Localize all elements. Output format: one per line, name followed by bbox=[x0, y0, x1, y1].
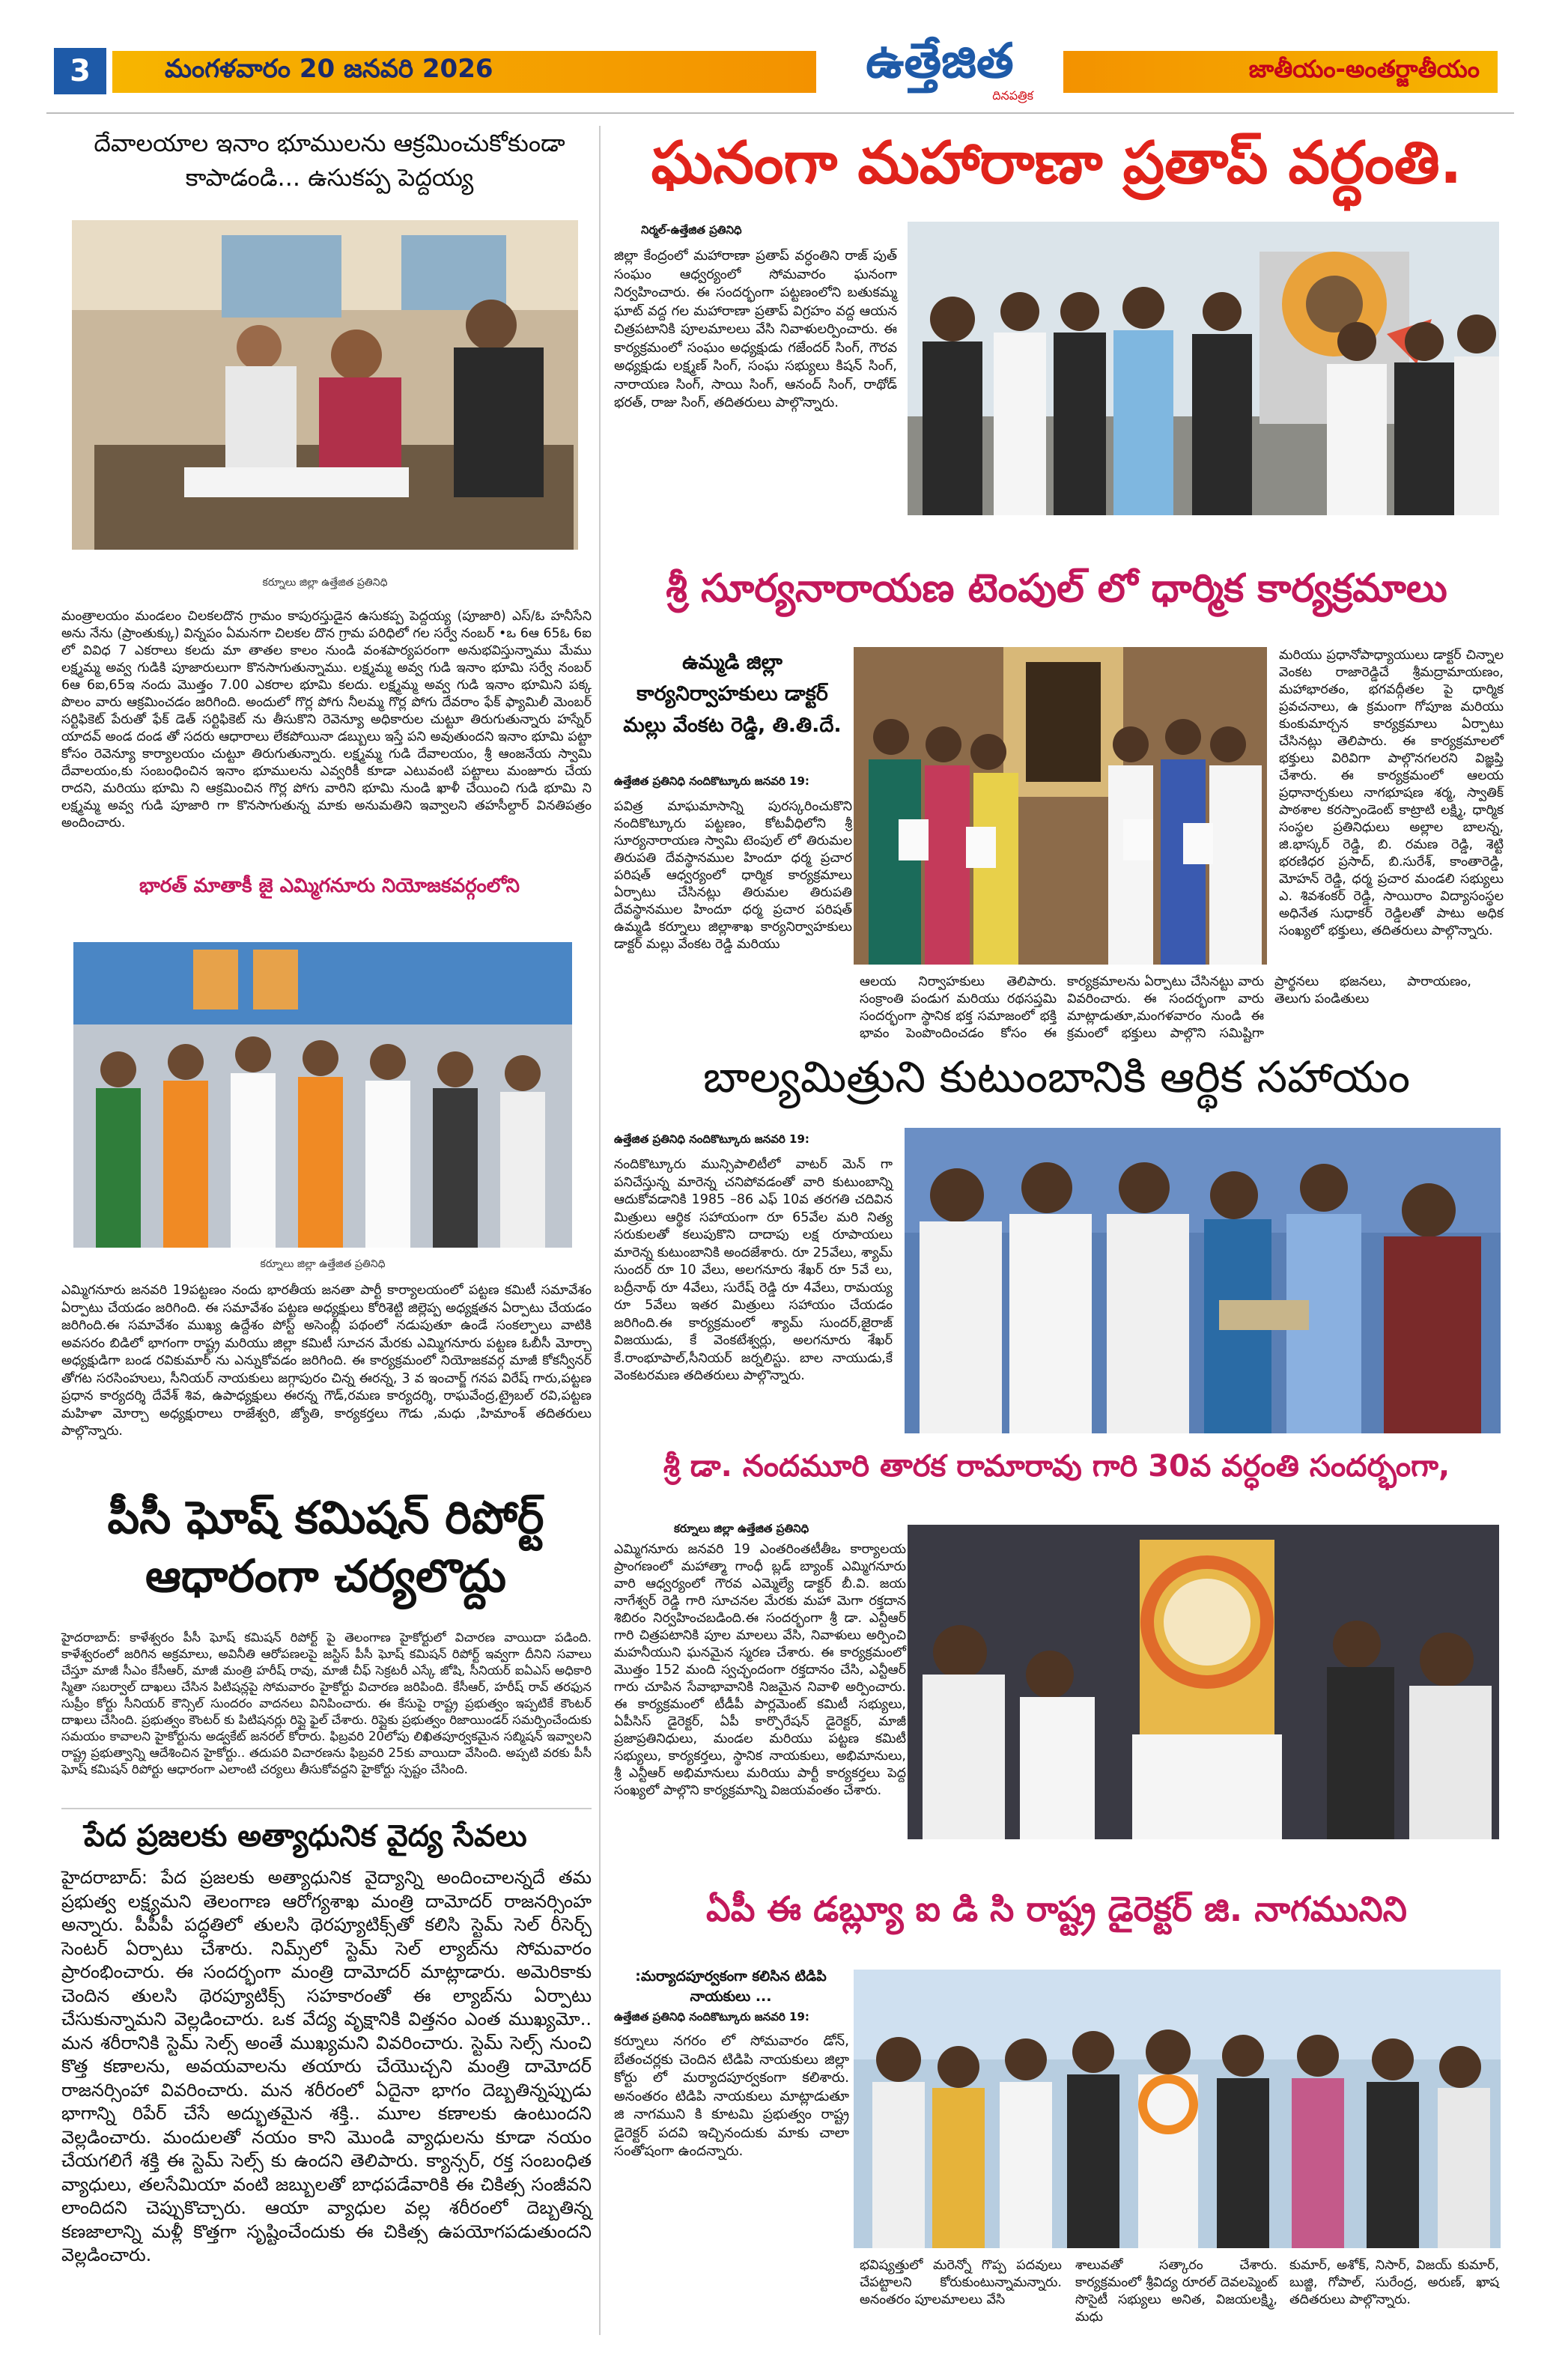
article8-headline: పేద ప్రజలకు అత్యాధునిక వైద్య సేవలు bbox=[84, 1819, 527, 1854]
article5-headline: బాల్యమిత్రుని కుటుంబానికి ఆర్థిక సహాయం bbox=[703, 1051, 1410, 1102]
article1-headline: దేవాలయాల ఇనాం భూములను ఆక్రమించుకోకుండా కాపాడండి... ఉసుకప్ప పెద్దయ్య bbox=[94, 129, 565, 192]
article4-body: ఎమ్మిగనూరు జనవరి 19పట్టణం నందు భారతీయ జనతా పార్టీ కార్యాలయంలో పట్టణ కమిటీ సమావేశం ఏర్పాటు చేయడం జరిగింది. ఈ సమావేశం పట్టణ అధ్యక్షులు కోరిశెట్టి జిల్లెప్ప అధ్యక్షతన ఏర్పాటు చేయడం జరిగింది.ఈ సమావేశం ముఖ్య ఉద్దేశం పోస్ట్ అసెంబ్లీ పథంలో నడుపుతూ ఉండే సంకల్పాలు వాటికి అవసరం బిడిలో భాగంగా రాష్ట్ర మరియు జిల్లా కమిటీ సూచన మేరకు ఎమ్మిగనూరు పట్టణ ఓబీసీ మోర్చా అధ్యక్షుడిగా బండ రవికుమార్ ను ఎన్నుకోవడం జరిగింది. ఈ కార్యక్రమంలో నియోజకవర్గ మాజీ కోకన్వీనర్ తోగట సరసింహులు, సీనియర్ నాయకులు జగ్గాపురం చిన్న ఈరన్న, 3 వ ఇంచార్జ్ గనప విరేష్ గారు,పట్టణ ప్రధాన కార్యదర్శి దేవేశ్ శివ, ఉపాధ్యక్షులు ఈరన్న గౌడ్,రమణ కార్యదర్శి, రాఘవేంద్ర,ట్రైబల్ రవి,పట్టణ మహిళా మోర్చా అధ్యక్షురాలు రాజేశ్వరి, జ్యోతి, కార్యకర్తలు గౌడు ,మధు ,హిమాంశ్ తదితరులు పాల్గొన్నారు. bbox=[61, 1283, 592, 1439]
article4-photo bbox=[73, 942, 572, 1248]
article3-headline: శ్రీ సూర్యనారాయణ టెంపుల్ లో ధార్మిక కార్యక్రమాలు bbox=[666, 566, 1447, 611]
article6-headline: శ్రీ డా. నందమూరి తారక రామారావు గారి 30వ వర్ధంతి సందర్భంగా, bbox=[663, 1449, 1450, 1484]
article5-byline: ఉత్తేజిత ప్రతినిధి నందికొట్కూరు జనవరి 19: bbox=[614, 1132, 809, 1146]
article9-headline: ఏపీ ఈ డబ్ల్యూ ఐ డి సి రాష్ట్ర డైరెక్టర్ జి. నాగమునిని bbox=[706, 1889, 1407, 1929]
article3-body-left: పవిత్ర మాఘమాసాన్ని పురస్కరించుకొని నందికొట్కూరు పట్టణం, కోటవీధిలోని శ్రీ సూర్యనారాయణ స్వామి టెంపుల్ లో తిరుమల తిరుపతి దేవస్థానముల హిందూ ధర్మ ప్రచార పరిషత్ ఆధ్వర్యంలో ధార్మిక కార్యక్రమాలు ఏర్పాటు చేసినట్లు తిరుమల తిరుపతి దేవస్థానముల హిందూ ధర్మ ప్రచార పరిషత్ ఉమ్మడి కర్నూలు జిల్లాశాఖ కార్యనిర్వాహకులు డాక్టర్ మల్లు వేంకట రెడ్డి మరియు bbox=[614, 799, 852, 952]
article4-caption: కర్నూలు జిల్లా ఉత్తేజిత ప్రతినిధి bbox=[260, 1258, 386, 1270]
article3-subhead: ఉమ్మడి జిల్లా కార్యనిర్వాహకులు డాక్టర్ మల్లు వేంకట రెడ్డి, తి.తి.దే. bbox=[623, 651, 842, 737]
column-divider bbox=[599, 126, 601, 2335]
article1-byline: కర్నూలు జిల్లా ఉత్తేజిత ప్రతినిధి bbox=[262, 577, 388, 589]
article3-body-right: మరియు ప్రధానోపాధ్యాయులు డాక్టర్ చిన్నాల వెంకట రాజారెడ్డిచే శ్రీమద్రామాయణం, మహాభారతం, భగవద్గీతల పై ధార్మిక ప్రవచనాలు, ఉ క్రమంగా గోపూజ మరియు కుంకుమార్చన కార్యక్రమాలు ఏర్పాటు చేసినట్లు తెలిపారు. ఈ కార్యక్రమాలలో భక్తులు విరివిగా పాల్గొనగలరని విజ్ఞప్తి చేశారు. ఈ కార్యక్రమంలో ఆలయ ప్రధానార్చకులు నాగభూషణ శర్మ, స్వాతిక్ పాఠశాల కరస్పాండెంట్ కాట్రాటి లక్ష్మి, ధార్మిక సంస్థల ప్రతినిధులు అల్లాల బాలన్న, జి.భాస్కర్ రెడ్డి, బి. రమణ రెడ్డి, శెట్టి భరణిధర ప్రసాద్, బి.సురేశ్, కాంతారెడ్డి, మోహన్ రెడ్డి, ధర్మ ప్రచార మండలి సభ్యులు ఎ. శివశంకర్ రెడ్డి, సాయిరాం విద్యాసంస్థల అధినేత సుధాకర్ రెడ్డిలతో పాటు అధిక సంఖ్యలో భక్తులు, తదితరులు పాల్గొన్నారు. bbox=[1279, 648, 1504, 938]
article2-byline: నిర్మల్-ఉత్తేజిత ప్రతినిధి bbox=[641, 223, 742, 237]
article6-byline: కర్నూలు జిల్లా ఉత్తేజిత ప్రతినిధి bbox=[674, 1522, 809, 1535]
issue-date: మంగళవారం 20 జనవరి 2026 bbox=[165, 54, 493, 84]
article9-photo bbox=[854, 1970, 1501, 2248]
article7-body: హైదరాబాద్: కాళేశ్వరం పీసీ ఘోష్ కమిషన్ రిపోర్ట్ పై తెలంగాణ హైకోర్టులో విచారణ వాయిదా పడింది. కాళేశ్వరంలో జరిగిన అక్రమాలు, అవినీతి ఆరోపణలపై జస్టిస్ పీసీ ఘోష్ కమిషన్ రిపోర్ట్ ఇవ్వగా దీనిని సవాలు చేస్తూ మాజీ సీఎం కేసీఆర్, మాజీ మంత్రి హరీష్ రావు, మాజీ చీఫ్ సెక్రటరీ ఎస్కే జోషి, సీనియర్ ఐఏఎస్ అధికారి స్మితా సబర్వాల్ దాఖలు చేసిన పిటిషన్లపై సోమవారం హైకోర్టు విచారణ జరిపింది. కేసీఆర్, హరీష్ రావ్ తరఫున సుప్రీం కోర్టు సీనియర్ కౌన్సిల్ సుందరం వాదనలు వినిపించారు. ఈ కేసుపై రాష్ట్ర ప్రభుత్వం ఇప్పటికే కౌంటర్ దాఖలు చేసింది. ప్రభుత్వం కౌంటర్ కు పిటిషనర్లు రిప్లై ఫైల్ చేశారు. రిప్లైకు ప్రభుత్వం రిజాయిండర్ సమర్పించేందుకు సమయం కావాలని హైకోర్టును అడ్వకేట్ జనరల్ కోరారు. ఫిబ్రవరి 20లోపు లిఖితపూర్వకమైన సబ్మిషన్ ఇవ్వాలని రాష్ట్ర ప్రభుత్వాన్ని ఆదేశించిన హైకోర్టు.. తదుపరి విచారణను ఫిబ్రవరి 25కు వాయిదా వేసింది. అప్పటి వరకు పీసీ ఘోష్ కమిషన్ రిపోర్టు ఆధారంగా ఎలాంటి చర్యలు తీసుకోవద్దని హైకోర్టు స్పష్టం చేసింది. bbox=[61, 1630, 592, 1776]
article9-byline: ఉత్తేజిత ప్రతినిధి నందికొట్కూరు జనవరి 19: bbox=[614, 2010, 809, 2024]
article6-photo bbox=[908, 1525, 1499, 1839]
article9-body-c3: కుమార్, అశోక్, నిసార్, విజయ్ కుమార్, బుజ్జి, గోపాల్, సురేంద్ర, అరుణ్, ఖాష తదితరులు పాల్గొన్నారు. bbox=[1289, 2258, 1499, 2307]
article5-body: నందికొట్కూరు మున్సిపాలిటీలో వాటర్ మెన్ గా పనిచేస్తున్న మారెన్న చనిపోవడంతో వారి కుటుంబాన్ని ఆదుకోవడానికి 1985 –86 ఎఫ్ 10వ తరగతి చదివిన మిత్రులు ఆర్థిక సహాయంగా రూ 65వేల మరి నిత్య సరుకులతో కలుపుకొని దాదాపు లక్ష రూపాయలు మారెన్న కుటుంబానికి అందజేశారు. రూ 25వేలు, శ్యామ్ సుందర్ రూ 10 వేలు, అలగనూరు శేఖర్ రూ 5వే లు, బద్రీనాథ్ రూ 4వేలు, సురేష్ రెడ్డి రూ 4వేలు, రామయ్య రూ 5వేలు ఇతర మిత్రులు సహాయం చేయడం జరిగింది.ఈ కార్యక్రమంలో శ్యామ్ సుందర్,జైరాజ్ విజయుడు, కే వెంకటేశ్వర్లు, అలగనూరు శేఖర్ కే.రాంభూపాల్,సీనియర్ జర్నలిస్టు. బాల నాయుడు,కే వెంకటరమణ తదితరులు పాల్గొన్నారు. bbox=[614, 1157, 893, 1383]
article7-headline: పీసీ ఘోష్ కమిషన్ రిపోర్ట్ ఆధారంగా చర్యలొద్దు bbox=[107, 1492, 544, 1603]
article8-body: హైదరాబాద్: పేద ప్రజలకు అత్యాధునిక వైద్యాన్ని అందించాలన్నదే తమ ప్రభుత్వ లక్ష్యమని తెలంగాణ ఆరోగ్యశాఖ మంత్రి దామోదర్ రాజనర్సింహ అన్నారు. పీపీపీ పద్ధతిలో తులసి థెరప్యూటిక్స్‌తో కలిసి స్టెమ్ సెల్ రీసెర్చ్ సెంటర్ ఏర్పాటు చేశారు. నిమ్స్‌లో స్టెమ్ సెల్ ల్యాబ్‌ను సోమవారం ప్రారంభించారు. ఈ సందర్భంగా మంత్రి దామోదర్ మాట్లాడారు. అమెరికాకు చెందిన తులసి థెరప్యూటిక్స్ సహకారంతో ఈ ల్యాబ్‌ను ఏర్పాటు చేసుకున్నామని వెల్లడించారు. ఒక వేద్య వృక్షానికి విత్తనం ఎంత ముఖ్యమో.. మన శరీరానికి స్టెమ్ సెల్స్ అంతే ముఖ్యమని వివరించారు. స్టెమ్ సెల్స్ నుంచి కొత్త కణాలను, అవయవాలను తయారు చేయొచ్చని మంత్రి దామోదర్ రాజనర్సింహా వివరించారు. మన శరీరంలో ఏదైనా భాగం దెబ్బతిన్నప్పుడు భాగాన్ని రిపేర్ చేసే అద్భుతమైన శక్తి.. మూల కణాలకు ఉంటుందని వెల్లడించారు. మందులతో నయం కాని మొండి వ్యాధులను కూడా నయం చేయగలిగే శక్తి ఈ స్టెమ్ సెల్స్ కు ఉందని తెలిపారు. క్యాన్సర్, రక్త సంబంధిత వ్యాధులు, తలసేమియా వంటి జబ్బులతో బాధపడేవారికి ఈ చికిత్స సంజీవని లాందిదని చెప్పుకొచ్చారు. ఆయా వ్యాధుల వల్ల శరీరంలో దెబ్బతిన్న కణజాలాన్ని మళ్లీ కొత్తగా సృష్టించేందుకు ఈ చికిత్స ఉపయోగపడుతుందని వెల్లడించారు. bbox=[61, 1867, 592, 2265]
article4-headline: భారత్ మాతాకీ జై ఎమ్మిగనూరు నియోజకవర్గంలోని bbox=[139, 875, 520, 897]
article1-photo bbox=[72, 220, 578, 550]
article3-byline: ఉత్తేజిత ప్రతినిధి నందికొట్కూరు జనవరి 19: bbox=[614, 774, 809, 788]
divider bbox=[61, 1808, 592, 1809]
logo-sub: దినపత్రిక bbox=[992, 88, 1033, 103]
article6-body: ఎమ్మిగనూరు జనవరి 19 ఎంతరింతటీతీఒ కార్యాలయ ప్రాంగణంలో మహాత్మా గాంధీ బ్లడ్ బ్యాంక్ ఎమ్మిగనూరు వారి ఆధ్వర్యంలో గౌరవ ఎమ్మెల్యే డాక్టర్ బీ.వి. జయ నాగేశ్వర్ రెడ్డి గారి సూచనల మేరకు మహా మెగా రక్తదాన శిబిరం నిర్వహించబడింది.ఈ సందర్భంగా శ్రీ డా. ఎన్టీఆర్ గారి చిత్రపటానికి పూల మాలలు వేసి, నివాళులు అర్పించి మహనీయుని ఘనమైన స్మరణ చేశారు. ఈ కార్యక్రమంలో మొత్తం 152 మంది స్వచ్ఛందంగా రక్తదానం చేసి, ఎన్టీఆర్ గారు చూపిన సేవాభావానికి నిజమైన నివాళి అర్పించారు. ఈ కార్యక్రమంలో టీడీపీ పార్లమెంట్ కమిటీ సభ్యులు, ఏపీసిస్ డైరెక్టర్, ఏపీ కార్పొరేషన్ డైరెక్టర్, మాజీ ప్రజాప్రతినిధులు, మండల మరియు పట్టణ కమిటీ సభ్యులు, కార్యకర్తలు, స్థానిక నాయకులు, అభిమానులు, శ్రీ ఎన్టీఆర్ అభిమానులు మరియు పార్టీ కార్యకర్తలు పెద్ద సంఖ్యలో పాల్గొని కార్యక్రమాన్ని విజయవంతం చేశారు. bbox=[614, 1542, 906, 1798]
article3-photo bbox=[854, 647, 1267, 965]
article3-body-mid: ఆలయ నిర్వాహకులు తెలిపారు. సంక్రాంతి పండుగ మరియు రథసప్తమి సందర్భంగా స్థానిక భక్త సమాజంలో భక్తి భావం పెంపొందించడం కోసం ఈ కార్యక్రమాలను ఏర్పాటు చేసినట్టు వారు వివరించారు. ఈ సందర్భంగా వారు మాట్లాడుతూ,మంగళవారం నుండి ఈ క్రమంలో భక్తులు పాల్గొని సమిష్టిగా ప్రార్థనలు భజనలు, పారాయణం, తెలుగు పండితులు bbox=[860, 974, 1471, 1041]
article5-photo bbox=[905, 1128, 1501, 1433]
article9-body-left: కర్నూలు నగరం లో సోమవారం డోన్, బేతంచర్లకు చెందిన టిడిపి నాయకులు జిల్లా కోర్టు లో మర్యాదపూర్వకంగా కలిశారు. అనంతరం టిడిపి నాయకులు మాట్లాడుతూ జి నాగముని కి కూటమి ప్రభుత్వం రాష్ట్ర డైరెక్టర్ పదవి ఇచ్చినందుకు మాకు చాలా సంతోషంగా ఉందన్నారు. bbox=[614, 2033, 849, 2159]
section-name: జాతీయం-అంతర్జాతీయం bbox=[1248, 55, 1480, 83]
section-banner bbox=[1063, 51, 1498, 93]
date-banner bbox=[112, 51, 816, 93]
article9-subhead: :మర్యాదపూర్వకంగా కలిసిన టిడిపి నాయకులు ... bbox=[635, 1968, 827, 2005]
article9-body-c2: శాలువతో సత్కారం చేశారు. కార్యక్రమంలో శ్రీవిద్య రూరల్ దెవలప్మెంట్ సొసైటీ సభ్యులు అనిత, విజయలక్ష్మి, మధు bbox=[1075, 2258, 1277, 2325]
masthead-logo bbox=[839, 36, 1041, 103]
logo-name: ఉత్తేజిత bbox=[866, 34, 1014, 89]
page-number: 3 bbox=[54, 48, 106, 94]
header-rule bbox=[46, 112, 1514, 114]
article2-headline: ఘనంగా మహారాణా ప్రతాప్ వర్ధంతి. bbox=[651, 130, 1462, 197]
article1-body: మంత్రాలయం మండలం చిలకలదొన గ్రామం కాపురస్తుడైన ఉసుకప్ప పెద్దయ్య (పూజారి) ఎస్/ఓ హనీసేని అను నేను (ప్రాంతుక్కు) విన్నపం ఏమనగా చిలకల దొన గ్రామ పరిధిలో గల సర్వే నంబర్ •ఒ 6ఆ 65ఓ 6ఐ లో వివిధ 7 ఎకరాలు కలదు మా తాతల కాలం నుండి వంశపార్యపరంగా అనుభవిస్తున్నాము మేము లక్ష్మమ్మ అవ్వ గుడికి పూజారులుగా కొనసాగుతున్నాము. లక్ష్మమ్మ అవ్వ గుడి ఇనాం భూమి సర్వే నంబర్ 6ఆ 6ఐ,65ఇ నందు మొత్తం 7.00 ఎకరాల భూమి కలదు. లక్ష్మమ్మ అవ్వ గుడి ఇనాం భూమిని పక్క పొలం వారు ఆక్రమించడం జరిగింది. అందులో గొర్ల పోగు నీలమ్మ గొర్ల పోగు దేవరాం ఫేక్ ఫ్యామిలీ మెంబర్ సర్టిఫికెట్ పేరుతో ఫేక్ డెత్ సర్టిఫికెట్ ను తీసుకొని రెవెన్యూ అధికారుల చుట్టూ తిరుగుతున్నారు హస్నేర్ యాదవ్ అండ దండ తో సదరు ఆధారాలు లేకపోయినా డబ్బులు ఇస్తే పని అవుతుందని ఇనాం భూమి పట్టా కోసం రెవెన్యూ కార్యాలయం చుట్టూ తిరుగుతున్నారు. లక్ష్మమ్మ గుడి దేవాలయం, శ్రీ ఆంజనేయ స్వామి దేవాలయం,కు సంబంధించిన ఇనాం భూములను ఎవ్వరికీ కూడా ఎటువంటి పట్టాలు మంజూరు చేయ రాదని, మరియు భూమి ని ఆక్రమించిన గొర్ల పోగు వారిని భూమి నుండి ఖాళీ చేయించి గుడి భూమి ని లక్ష్మమ్మ అవ్వ గుడి పూజారి గా కొనసాగుతున్న మాకు అనుమతిని ఇవ్వాలని తహసీల్దార్ వినతిపత్రం అందించారు. bbox=[61, 609, 592, 831]
article2-photo bbox=[908, 222, 1499, 515]
article9-body-c1: భవిష్యత్తులో మరెన్నో గొప్ప పదవులు చేపట్టాలని కోరుకుంటున్నామన్నారు. అనంతరం పూలమాలలు వేసి bbox=[860, 2258, 1062, 2307]
article2-body: జిల్లా కేంద్రంలో మహారాణా ప్రతాప్ వర్ధంతిని రాజ్ పుత్ సంఘం ఆధ్వర్యంలో సోమవారం ఘనంగా నిర్వహించారు. ఈ సందర్భంగా పట్టణంలోని బతుకమ్మ ఘాట్ వద్ద గల మహారాణా ప్రతాప్ విగ్రహం వద్ద ఆయన చిత్రపటానికి పూలమాలలు వేసి నివాళులర్పించారు. ఈ కార్యక్రమంలో సంఘం అధ్యక్షుడు గజేందర్ సింగ్, గౌరవ అధ్యక్షుడు లక్ష్మణ్ సింగ్, సంఘ సభ్యులు కిషన్ సింగ్, నారాయణ సింగ్, సాయి సింగ్, ఆనంద్ సింగ్, రాథోడ్ భరత్, రాజు సింగ్, తదితరులు పాల్గొన్నారు. bbox=[614, 248, 897, 410]
